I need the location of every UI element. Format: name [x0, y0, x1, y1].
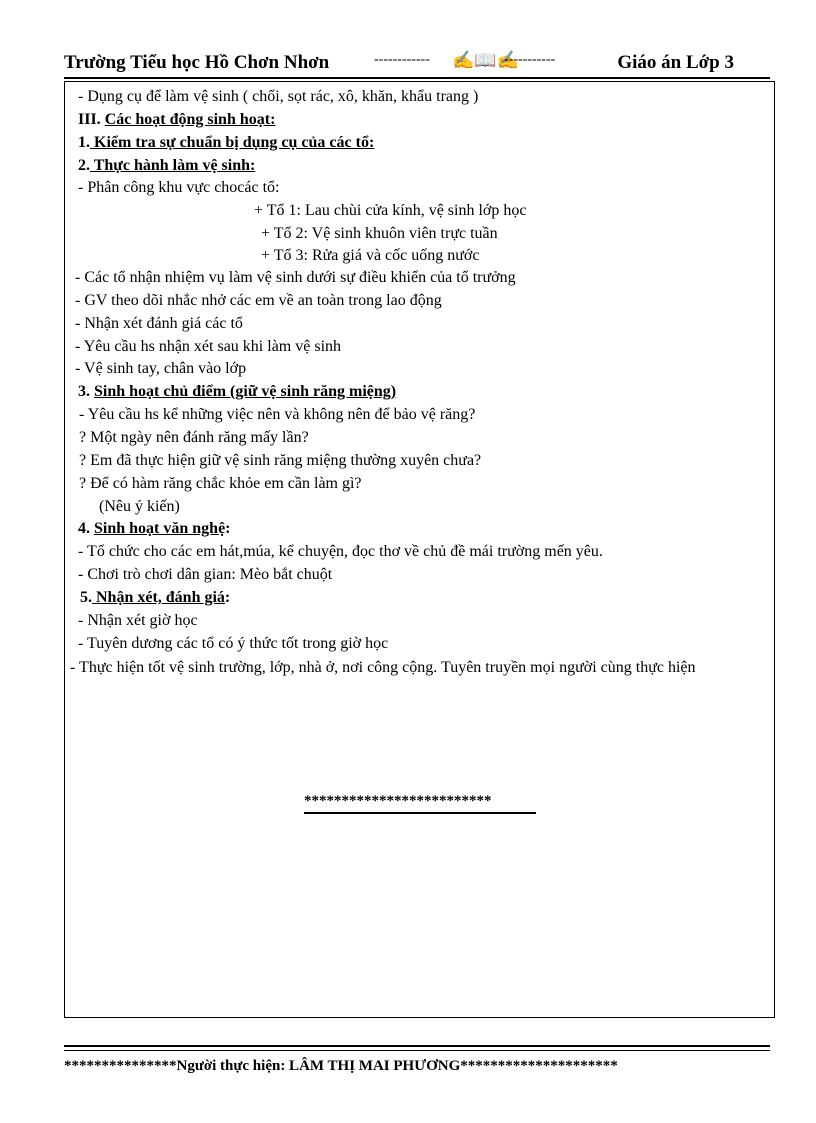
body-line: - Nhận xét đánh giá các tổ [75, 315, 243, 332]
section-iii-heading [78, 110, 275, 130]
item-title: Nhận xét, đánh giá [92, 589, 225, 606]
item-3-heading [78, 382, 396, 402]
separator-rule [304, 812, 536, 814]
header-rule [64, 77, 770, 79]
item-4-heading [78, 519, 231, 539]
item-colon: : [225, 520, 231, 537]
document-title: Giáo án Lớp 3 [617, 52, 734, 73]
body-line: - Tuyên dương các tổ có ý thức tốt trong giờ học [78, 635, 389, 652]
item-5-heading [80, 588, 230, 608]
item-colon: : [224, 589, 231, 606]
item-title: Sinh hoạt chủ điểm (giữ vệ sinh răng miệng) [94, 383, 397, 400]
body-line: ? Để có hàm răng chắc khỏe em cần làm gì? [79, 475, 362, 492]
body-paragraph: - Thực hiện tốt vệ sinh trường, lớp, nhà ở, nơi công cộng. Tuyên truyền mọi người cùng thực hiện [70, 659, 696, 676]
footer-author: ***************Người thực hiện: LÂM THỊ MAI PHƯƠNG********************* [64, 1058, 618, 1074]
body-line: - Yêu cầu hs kể những việc nên và không nên để bảo vệ răng? [79, 406, 476, 423]
body-line: - Tổ chức cho các em hát,múa, kể chuyện, đọc thơ về chủ đề mái trường mến yêu. [78, 543, 603, 560]
item-number: 5. [80, 589, 92, 606]
item-title: Kiểm tra sự chuẩn bị dụng cụ của các tổ: [90, 134, 375, 151]
body-line: - Nhận xét giờ học [78, 612, 198, 629]
item-title: Sinh hoạt văn nghệ [94, 520, 226, 537]
section-number: III. [78, 111, 101, 128]
group-3-line: + Tổ 3: Rửa giá và cốc uống nước [261, 247, 480, 264]
header-dashes-right: ----------- [504, 52, 556, 67]
assign-line: - Phân công khu vực chocác tổ: [78, 179, 280, 196]
item-number: 3. [78, 383, 90, 400]
page-header [64, 50, 770, 78]
body-line: ? Em đã thực hiện giữ vệ sinh răng miệng thường xuyên chưa? [79, 452, 482, 469]
footer-rule [64, 1045, 770, 1047]
item-number: 2. [78, 157, 90, 174]
item-number: 1. [78, 134, 90, 151]
footer-rule [64, 1050, 770, 1051]
item-number: 4. [78, 520, 90, 537]
body-line: - Chơi trò chơi dân gian: Mèo bắt chuột [78, 566, 333, 583]
body-line: (Nêu ý kiến) [99, 498, 180, 515]
body-line: - GV theo dõi nhắc nhở các em về an toàn trong lao động [75, 292, 442, 309]
body-line: ? Một ngày nên đánh răng mấy lần? [79, 429, 309, 446]
school-name: Trường Tiểu học Hồ Chơn Nhơn [64, 52, 330, 73]
item-title: Thực hành làm vệ sinh: [90, 157, 256, 174]
body-line: - Vệ sinh tay, chân vào lớp [75, 360, 247, 377]
book-pen-icon: ✍📖✍ [452, 50, 520, 70]
body-line: - Các tổ nhận nhiệm vụ làm vệ sinh dưới sự điều khiển của tổ trưởng [75, 269, 516, 286]
item-1-heading [78, 133, 374, 153]
item-2-heading [78, 156, 255, 176]
group-2-line: + Tổ 2: Vệ sinh khuôn viên trực tuần [261, 225, 498, 242]
section-title: Các hoạt động sinh hoạt: [104, 111, 276, 128]
separator-stars: ************************* [304, 793, 492, 809]
body-line: - Yêu cầu hs nhận xét sau khi làm vệ sinh [75, 338, 342, 355]
group-1-line: + Tổ 1: Lau chùi cửa kính, vệ sinh lớp học [254, 202, 527, 219]
header-dashes-left: ------------ [374, 52, 430, 67]
tools-line: - Dụng cụ để làm vệ sinh ( chổi, sọt rác, xô, khăn, khẩu trang ) [78, 88, 479, 105]
